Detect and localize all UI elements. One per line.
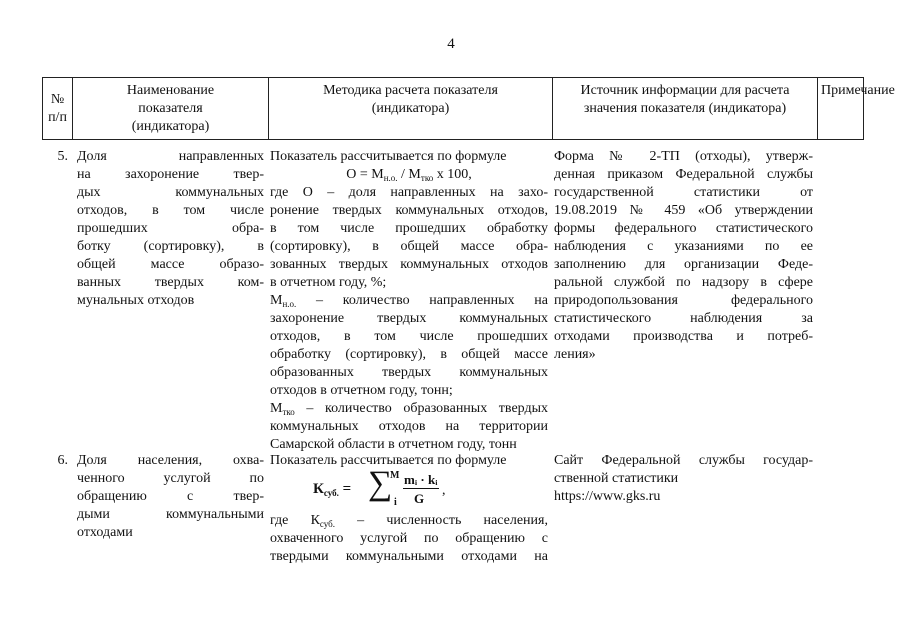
header-number: № п/п bbox=[48, 91, 67, 125]
header-name: Наименование показателя (индикатора) bbox=[72, 78, 268, 139]
row-number: 6. bbox=[57, 453, 68, 468]
table-header bbox=[42, 77, 895, 140]
indicator-name: Доля направленных на захоронение твер- дых коммунальных отходов, в том числе прошедших обра- ботку (сортировку), в общей массе образо- ванных твердых ком- мунальных отходов bbox=[77, 149, 264, 308]
page-number: 4 bbox=[447, 36, 455, 52]
header-source: Источник информации для расчета значения показателя (индикатора) bbox=[552, 78, 817, 139]
calculation-method: Показатель рассчитывается по формуле $О = М_{н.о.} / М_{тко}$ х 100, где О – доля направленных на захо- ронение твердых коммунальных отходов, в том числе прошедших обработку (сортировку), в общей массе обра- зованных твердых коммунальных отходов в отчетном году, %; $М_{н.о.}$ – количество направленных на захоронение твердых коммунальных отходов, в том числе прошедших обработку (сортировку), в общей массе образованных твердых коммунальных отходов в отчетном году, тонн; $М_{тко}$ – количество образованных твердых коммунальных отходов на территории Самарской области в отчетном году, тонн bbox=[270, 149, 548, 452]
information-source: Сайт Федеральной службы государ- ственной статистики https://www.gks.ru bbox=[554, 453, 813, 504]
header-note: Примечание bbox=[817, 78, 865, 139]
calculation-method: Показатель рассчитывается по формуле $К_{суб.}$ = ∑ M i mᵢ · kᵢ G , где $К_{суб.}$ – численность населения, охваченного услугой по обращению с твердыми коммунальными отходами на bbox=[270, 453, 548, 564]
header-method: Методика расчета показателя (индикатора) bbox=[268, 78, 552, 139]
row-number: 5. bbox=[57, 149, 68, 164]
information-source: Форма № 2-ТП (отходы), утверж- денная приказом Федеральной службы государственной статистики от 19.08.2019 № 459 «Об утверждении формы федерального статистического наблюдения с указаниями по ее заполнению для организации Феде- ральной службой по надзору в сфере природопользования федерального статистического наблюдения за отходами производства и потреб- ления» bbox=[554, 149, 813, 362]
sum-formula: $К_{суб.}$ = ∑ M i mᵢ · kᵢ G , bbox=[313, 465, 446, 508]
formula: $О = М_{н.о.} / М_{тко}$ х 100, bbox=[346, 167, 472, 183]
indicator-name: Доля населения, охва- ченного услугой по обращению с твер- дыми коммунальными отходами bbox=[77, 453, 264, 540]
